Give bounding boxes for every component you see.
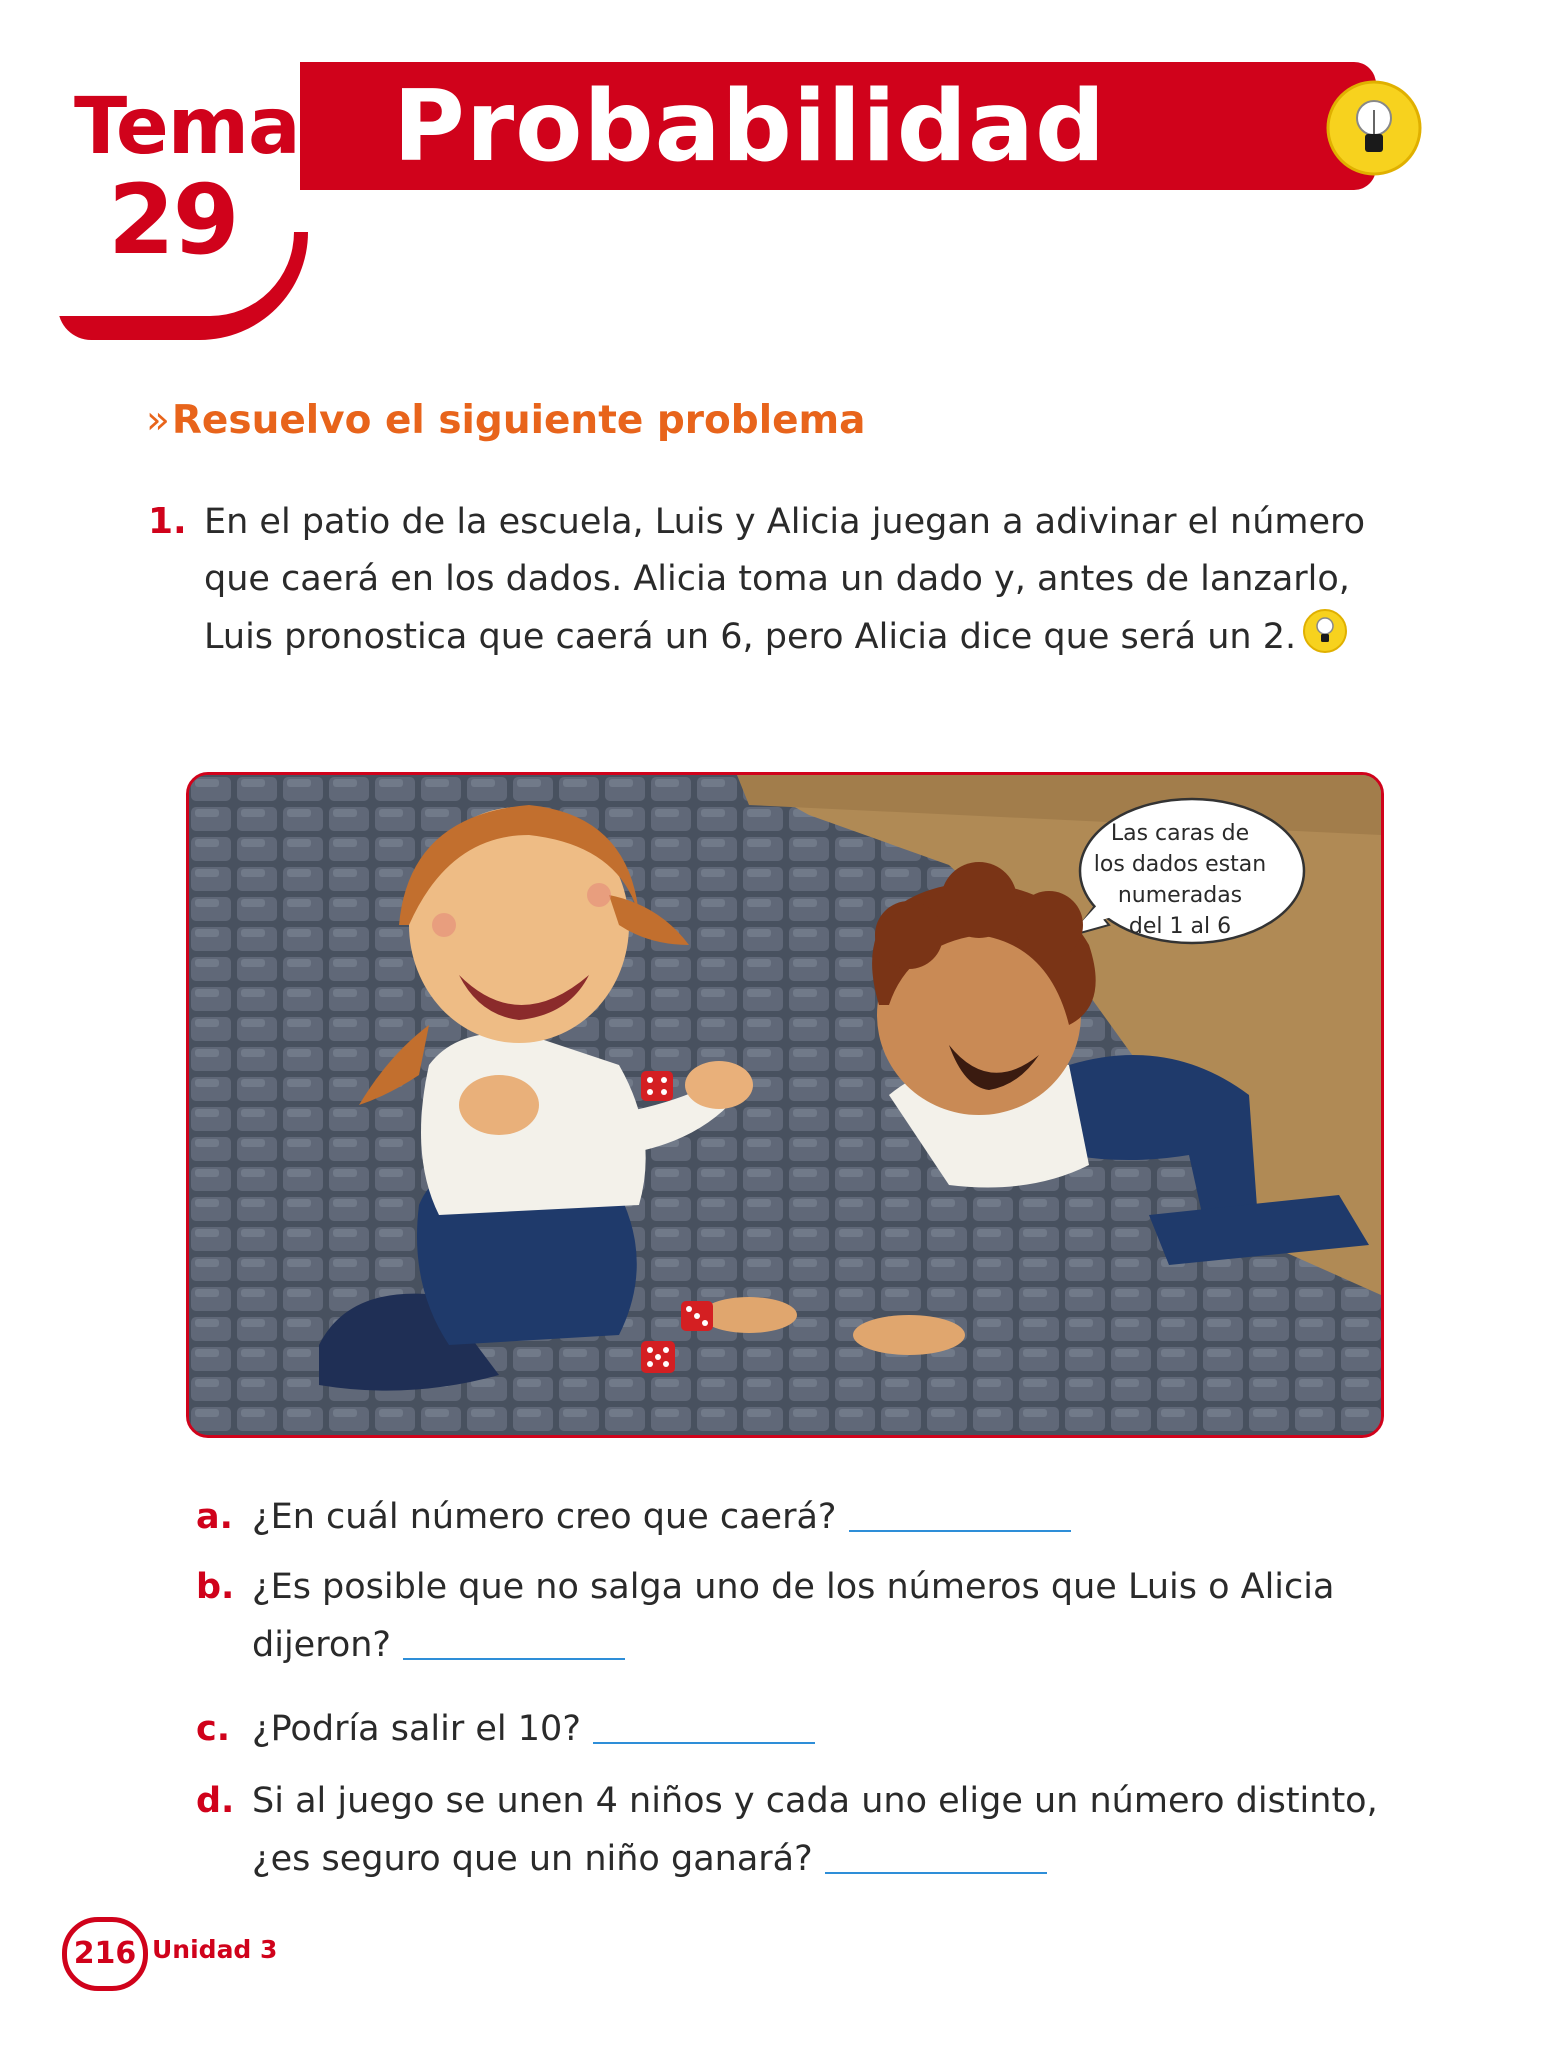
question-text-line: ¿En cuál número creo que caerá?	[252, 1497, 837, 1537]
problem-line-3	[204, 608, 1384, 666]
page-number: 216	[62, 1917, 148, 1991]
answer-blank-b[interactable]	[403, 1658, 625, 1660]
question-letter: b.	[196, 1567, 235, 1607]
die-on-ground-2	[641, 1341, 675, 1373]
question-text-line: dijeron?	[252, 1625, 391, 1665]
speech-bubble-line: Las caras de	[1110, 821, 1250, 846]
problem-line-3-text: Luis pronostica que caerá un 6, pero Alicia dice que será un 2.	[204, 617, 1297, 657]
problem-line-2: que caerá en los dados. Alicia toma un dado y, antes de lanzarlo,	[204, 559, 1350, 599]
section-chevron: »	[146, 398, 170, 443]
die-on-ground-1	[681, 1301, 713, 1331]
question-letter: c.	[196, 1709, 231, 1749]
question-text-continued	[252, 1616, 625, 1674]
speech-bubble-line: los dados estan	[1093, 852, 1267, 877]
answer-blank-d[interactable]	[825, 1872, 1047, 1874]
lightbulb-icon[interactable]	[1302, 608, 1348, 654]
answer-blank-a[interactable]	[849, 1530, 1071, 1532]
question-text: Si al juego se unen 4 niños y cada uno elige un número distinto,	[252, 1781, 1378, 1821]
tema-number: 29	[108, 164, 238, 276]
problem-line-1: En el patio de la escuela, Luis y Alicia juegan a adivinar el número	[204, 502, 1366, 542]
unit-label: Unidad 3	[152, 1935, 278, 1964]
question-text	[252, 1700, 815, 1758]
problem-statement	[204, 494, 1384, 666]
question-text-line: ¿Podría salir el 10?	[252, 1709, 581, 1749]
tema-label: Tema	[74, 82, 300, 172]
speech-bubble-line: numeradas	[1117, 883, 1243, 908]
question-letter: a.	[196, 1497, 233, 1537]
die-in-hand	[641, 1071, 673, 1101]
section-heading	[146, 396, 866, 446]
page-title: Probabilidad	[393, 70, 1107, 184]
question-text: ¿Es posible que no salga uno de los números que Luis o Alicia	[252, 1567, 1335, 1607]
question-text-line: ¿es seguro que un niño ganará?	[252, 1839, 813, 1879]
problem-number: 1.	[148, 501, 187, 542]
speech-bubble-line: del 1 al 6	[1128, 914, 1232, 939]
answer-blank-c[interactable]	[593, 1742, 815, 1744]
question-text	[252, 1488, 1071, 1546]
question-text-continued	[252, 1830, 1047, 1888]
lightbulb-icon	[1326, 80, 1422, 176]
speech-bubble-text	[1090, 818, 1270, 942]
question-letter: d.	[196, 1781, 235, 1821]
section-heading-text: Resuelvo el siguiente problema	[171, 398, 866, 443]
